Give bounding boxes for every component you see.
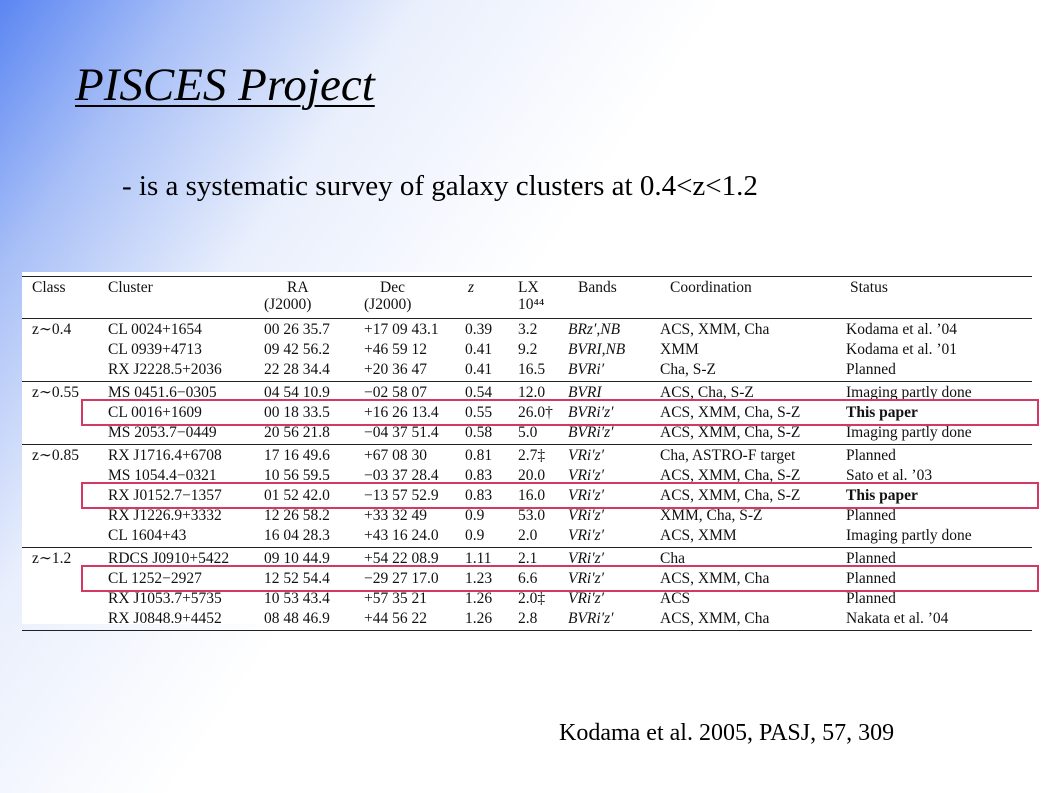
header-lx: LX bbox=[518, 279, 539, 296]
cell-dec: +17 09 43.1 bbox=[364, 321, 439, 338]
cell-bands: BVRi′z′ bbox=[568, 404, 614, 421]
header-class: Class bbox=[32, 279, 66, 296]
table-header bbox=[22, 279, 1032, 315]
cell-coordination: XMM, Cha, S-Z bbox=[660, 507, 763, 524]
cell-lx: 3.2 bbox=[518, 321, 538, 338]
cell-z: 1.11 bbox=[465, 550, 492, 567]
header-ra: RA bbox=[287, 279, 309, 296]
cell-ra: 00 26 35.7 bbox=[264, 321, 330, 338]
cell-cluster: RX J1716.4+6708 bbox=[108, 447, 222, 464]
header-dec-sub: (J2000) bbox=[364, 296, 412, 313]
cell-coordination: XMM bbox=[660, 341, 699, 358]
cell-dec: +57 35 21 bbox=[364, 590, 427, 607]
cell-status: This paper bbox=[846, 487, 918, 504]
cell-cluster: RDCS J0910+5422 bbox=[108, 550, 230, 567]
cell-cluster: RX J1226.9+3332 bbox=[108, 507, 222, 524]
cell-dec: −04 37 51.4 bbox=[364, 424, 439, 441]
cell-ra: 09 10 44.9 bbox=[264, 550, 330, 567]
cell-lx: 16.5 bbox=[518, 361, 546, 378]
table-row bbox=[22, 589, 1032, 609]
cell-lx: 2.0‡ bbox=[518, 590, 546, 607]
header-cluster: Cluster bbox=[108, 279, 153, 296]
cell-coordination: ACS, XMM, Cha bbox=[660, 321, 770, 338]
cell-coordination: ACS bbox=[660, 590, 691, 607]
group-rule bbox=[22, 444, 1032, 445]
table-row bbox=[22, 526, 1032, 546]
cell-coordination: ACS, XMM, Cha, S-Z bbox=[660, 424, 801, 441]
row-highlight-box bbox=[81, 565, 1039, 592]
cell-coordination: ACS, Cha, S-Z bbox=[660, 384, 754, 401]
cell-z: 1.23 bbox=[465, 570, 493, 587]
cell-dec: +33 32 49 bbox=[364, 507, 427, 524]
cell-ra: 10 56 59.5 bbox=[264, 467, 330, 484]
group-rule bbox=[22, 381, 1032, 382]
cell-cluster: MS 1054.4−0321 bbox=[108, 467, 217, 484]
cell-bands: VRi′z′ bbox=[568, 467, 605, 484]
header-z: z bbox=[468, 279, 475, 296]
cell-lx: 6.6 bbox=[518, 570, 538, 587]
cell-z: 0.55 bbox=[465, 404, 493, 421]
cell-ra: 16 04 28.3 bbox=[264, 527, 330, 544]
cell-coordination: ACS, XMM bbox=[660, 527, 737, 544]
slide-subtitle: - is a systematic survey of galaxy clusters at 0.4<z<1.2 bbox=[122, 170, 758, 202]
table-row bbox=[22, 506, 1032, 526]
cell-lx: 2.8 bbox=[518, 610, 538, 627]
cell-dec: −29 27 17.0 bbox=[364, 570, 439, 587]
table-row bbox=[22, 423, 1032, 443]
cell-z: 0.83 bbox=[465, 487, 493, 504]
cell-lx: 5.0 bbox=[518, 424, 538, 441]
cell-dec: +46 59 12 bbox=[364, 341, 427, 358]
cell-bands: VRi′z′ bbox=[568, 527, 605, 544]
cell-z: 0.83 bbox=[465, 467, 493, 484]
cell-bands: BVRi′ bbox=[568, 361, 605, 378]
cell-lx: 16.0 bbox=[518, 487, 546, 504]
cell-lx: 12.0 bbox=[518, 384, 546, 401]
cluster-table-panel bbox=[22, 272, 1043, 627]
citation: Kodama et al. 2005, PASJ, 57, 309 bbox=[559, 720, 895, 746]
cell-ra: 12 52 54.4 bbox=[264, 570, 330, 587]
cell-lx: 53.0 bbox=[518, 507, 546, 524]
header-dec: Dec bbox=[380, 279, 405, 296]
cell-lx: 2.7‡ bbox=[518, 447, 546, 464]
cell-coordination: ACS, XMM, Cha, S-Z bbox=[660, 467, 801, 484]
cell-coordination: Cha, ASTRO-F target bbox=[660, 447, 796, 464]
cell-bands: BVRI,NB bbox=[568, 341, 626, 358]
cell-bands: VRi′z′ bbox=[568, 590, 605, 607]
cell-bands: VRi′z′ bbox=[568, 570, 605, 587]
cell-coordination: Cha bbox=[660, 550, 685, 567]
cell-coordination: Cha, S-Z bbox=[660, 361, 716, 378]
cell-dec: +67 08 30 bbox=[364, 447, 427, 464]
cell-bands: BVRi′z′ bbox=[568, 610, 614, 627]
cell-cluster: RX J1053.7+5735 bbox=[108, 590, 222, 607]
cell-class: z∼0.85 bbox=[32, 447, 79, 464]
table-top-rule bbox=[22, 276, 1032, 277]
slide-title: PISCES Project bbox=[75, 59, 375, 111]
table-header-rule bbox=[22, 318, 1032, 319]
cell-ra: 08 48 46.9 bbox=[264, 610, 330, 627]
cell-coordination: ACS, XMM, Cha bbox=[660, 610, 770, 627]
cell-class: z∼1.2 bbox=[32, 550, 72, 567]
cell-status: Nakata et al. ’04 bbox=[846, 610, 949, 627]
cell-status: Kodama et al. ’01 bbox=[846, 341, 958, 358]
cell-ra: 17 16 49.6 bbox=[264, 447, 330, 464]
cell-status: This paper bbox=[846, 404, 918, 421]
cell-class: z∼0.4 bbox=[32, 321, 72, 338]
cell-ra: 04 54 10.9 bbox=[264, 384, 330, 401]
cell-z: 0.9 bbox=[465, 527, 485, 544]
header-lx-sub: 10⁴⁴ bbox=[518, 296, 545, 313]
cell-cluster: CL 1252−2927 bbox=[108, 570, 202, 587]
cell-lx: 2.0 bbox=[518, 527, 538, 544]
cell-status: Planned bbox=[846, 447, 896, 464]
cell-cluster: RX J0152.7−1357 bbox=[108, 487, 222, 504]
group-rule bbox=[22, 630, 1032, 631]
table-row bbox=[22, 609, 1032, 629]
cell-z: 0.41 bbox=[465, 361, 493, 378]
cell-status: Planned bbox=[846, 590, 896, 607]
cell-cluster: CL 0024+1654 bbox=[108, 321, 202, 338]
cell-dec: −02 58 07 bbox=[364, 384, 427, 401]
cell-cluster: CL 0939+4713 bbox=[108, 341, 202, 358]
cell-status: Planned bbox=[846, 550, 896, 567]
table-row bbox=[22, 340, 1032, 360]
cell-ra: 10 53 43.4 bbox=[264, 590, 330, 607]
cell-status: Planned bbox=[846, 570, 896, 587]
cell-lx: 9.2 bbox=[518, 341, 538, 358]
cell-status: Imaging partly done bbox=[846, 424, 972, 441]
cell-z: 1.26 bbox=[465, 610, 493, 627]
cell-status: Kodama et al. ’04 bbox=[846, 321, 958, 338]
header-status: Status bbox=[850, 279, 888, 296]
cell-cluster: MS 0451.6−0305 bbox=[108, 384, 217, 401]
cell-lx: 20.0 bbox=[518, 467, 546, 484]
row-highlight-box bbox=[81, 399, 1039, 426]
cell-z: 0.54 bbox=[465, 384, 493, 401]
cell-ra: 00 18 33.5 bbox=[264, 404, 330, 421]
cell-z: 0.9 bbox=[465, 507, 485, 524]
cell-z: 0.81 bbox=[465, 447, 493, 464]
cell-dec: −13 57 52.9 bbox=[364, 487, 439, 504]
cell-z: 0.58 bbox=[465, 424, 493, 441]
cell-bands: VRi′z′ bbox=[568, 550, 605, 567]
cell-bands: BRz′,NB bbox=[568, 321, 621, 338]
table-row bbox=[22, 446, 1032, 466]
cell-coordination: ACS, XMM, Cha bbox=[660, 570, 770, 587]
cell-class: z∼0.55 bbox=[32, 384, 79, 401]
cell-bands: BVRI bbox=[568, 384, 602, 401]
cell-coordination: ACS, XMM, Cha, S-Z bbox=[660, 404, 801, 421]
cell-cluster: RX J0848.9+4452 bbox=[108, 610, 222, 627]
cell-status: Imaging partly done bbox=[846, 527, 972, 544]
cell-ra: 20 56 21.8 bbox=[264, 424, 330, 441]
cluster-table bbox=[22, 272, 1043, 627]
cell-cluster: MS 2053.7−0449 bbox=[108, 424, 217, 441]
cell-cluster: CL 1604+43 bbox=[108, 527, 187, 544]
cell-dec: +43 16 24.0 bbox=[364, 527, 439, 544]
cell-dec: −03 37 28.4 bbox=[364, 467, 439, 484]
cell-dec: +44 56 22 bbox=[364, 610, 427, 627]
cell-lx: 2.1 bbox=[518, 550, 538, 567]
cell-ra: 12 26 58.2 bbox=[264, 507, 330, 524]
cell-status: Planned bbox=[846, 507, 896, 524]
table-row bbox=[22, 320, 1032, 340]
cell-z: 0.41 bbox=[465, 341, 493, 358]
cell-status: Planned bbox=[846, 361, 896, 378]
cell-z: 1.26 bbox=[465, 590, 493, 607]
cell-bands: BVRi′z′ bbox=[568, 424, 614, 441]
cell-lx: 26.0† bbox=[518, 404, 553, 421]
header-ra-sub: (J2000) bbox=[264, 296, 312, 313]
cell-ra: 01 52 42.0 bbox=[264, 487, 330, 504]
cell-cluster: CL 0016+1609 bbox=[108, 404, 202, 421]
cell-status: Imaging partly done bbox=[846, 384, 972, 401]
cell-cluster: RX J2228.5+2036 bbox=[108, 361, 222, 378]
cell-bands: VRi′z′ bbox=[568, 447, 605, 464]
cell-dec: +54 22 08.9 bbox=[364, 550, 439, 567]
cell-bands: VRi′z′ bbox=[568, 507, 605, 524]
cell-ra: 09 42 56.2 bbox=[264, 341, 330, 358]
cell-z: 0.39 bbox=[465, 321, 493, 338]
cell-ra: 22 28 34.4 bbox=[264, 361, 330, 378]
cell-status: Sato et al. ’03 bbox=[846, 467, 933, 484]
cell-dec: +16 26 13.4 bbox=[364, 404, 439, 421]
group-rule bbox=[22, 547, 1032, 548]
cell-bands: VRi′z′ bbox=[568, 487, 605, 504]
table-row bbox=[22, 360, 1032, 380]
cell-dec: +20 36 47 bbox=[364, 361, 427, 378]
header-bands: Bands bbox=[578, 279, 617, 296]
cell-coordination: ACS, XMM, Cha, S-Z bbox=[660, 487, 801, 504]
row-highlight-box bbox=[81, 482, 1039, 509]
header-coordination: Coordination bbox=[670, 279, 752, 296]
